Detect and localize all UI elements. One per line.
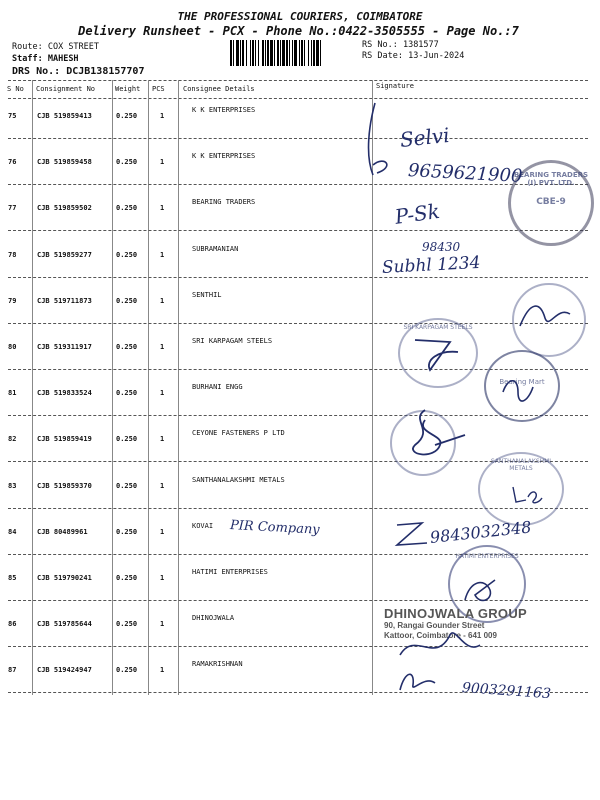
row-consignee: RAMAKRISHNAN	[192, 660, 243, 669]
row-consignee: SENTHIL	[192, 290, 222, 299]
row-consignment-no: CJB 519859502	[37, 204, 92, 213]
dhinojwala-stamp-line1: 90, Rangai Gounder Street	[384, 621, 485, 630]
row-consignment-no: CJB 519311917	[37, 343, 92, 351]
rs-no-label: RS No.:	[362, 40, 398, 50]
row-consignment-no: CJB 519711873	[37, 296, 92, 305]
row-consignee: DHINOJWALA	[192, 614, 235, 623]
row-divider	[8, 138, 588, 139]
signature-80	[410, 330, 470, 380]
row-weight: 0.250	[116, 574, 138, 582]
row-sno: 77	[8, 204, 17, 213]
row-divider	[8, 323, 588, 324]
row-sno: 84	[8, 527, 17, 536]
col-sno: S No	[7, 85, 24, 93]
row-weight: 0.250	[116, 481, 138, 490]
row-pcs: 1	[160, 158, 165, 167]
drs-value: DCJB138157707	[66, 66, 145, 77]
col-consignment: Consignment No	[36, 85, 96, 93]
row-sno: 87	[8, 666, 17, 675]
row-sno: 80	[8, 343, 17, 351]
hatimi-stamp-text: HATIMI ENTERPRISES	[455, 553, 519, 560]
row-pcs: 1	[160, 574, 165, 582]
rs-no-field	[362, 40, 439, 50]
row-consignment-no: CJB 519859458	[37, 158, 92, 167]
row-pcs: 1	[160, 481, 165, 490]
row-pcs: 1	[160, 666, 165, 675]
row-divider	[8, 646, 588, 647]
row-weight: 0.250	[116, 435, 138, 444]
row-weight: 0.250	[116, 296, 138, 305]
route-value: COX STREET	[47, 42, 100, 52]
row-consignee: HATIMI ENTERPRISES	[192, 568, 268, 576]
row-weight: 0.250	[116, 527, 138, 536]
drs-label: DRS No.:	[12, 66, 61, 77]
signature-84-mark	[392, 515, 432, 555]
signature-81	[498, 372, 538, 412]
row-pcs: 1	[160, 435, 165, 444]
col-consignee: Consignee Details	[183, 85, 255, 93]
row-consignment-no: CJB 519859419	[37, 435, 92, 444]
row-consignment-no: CJB 519785644	[37, 620, 92, 629]
row-consignee: K K ENTERPRISES	[192, 152, 256, 161]
rs-date-value: 13-Jun-2024	[408, 51, 465, 61]
col-pcs: PCS	[152, 85, 165, 93]
row-pcs: 1	[160, 620, 165, 629]
staff-field	[12, 54, 79, 64]
row-consignment-no: CJB 519859370	[37, 481, 92, 490]
row-sno: 81	[8, 389, 17, 398]
row-consignee: BURHANI ENGG	[192, 383, 243, 392]
header-bottom-rule	[8, 98, 588, 99]
row-consignee: BEARING TRADERS	[192, 198, 256, 207]
row-pcs: 1	[160, 204, 165, 213]
signature-83	[508, 482, 548, 507]
row-weight: 0.250	[116, 620, 138, 629]
row-consignee: CEYONE FASTENERS P LTD	[192, 429, 285, 438]
row-consignment-no: CJB 519859277	[37, 250, 92, 259]
row-weight: 0.250	[116, 666, 138, 675]
kovai-note: PIR Company	[229, 518, 320, 538]
company-title: THE PROFESSIONAL COURIERS, COIMBATORE	[177, 10, 423, 23]
bearing-traders-stamp-text: BEARING TRADERS (I) PVT. LTD.	[513, 171, 589, 187]
row-sno: 79	[8, 296, 17, 305]
signature-78-top: 98430	[422, 240, 461, 254]
sri-karpagam-stamp-text: SRI KARPAGAM STEELS	[403, 324, 473, 331]
row-consignment-no: CJB 80489961	[37, 527, 88, 536]
row-pcs: 1	[160, 296, 165, 305]
signature-76-phone: 9659621900	[407, 160, 523, 187]
row-pcs: 1	[160, 250, 165, 259]
signature-87-phone: 9003291163	[461, 680, 552, 703]
runsheet-title-text: Delivery Runsheet - PCX - Phone No.:0422-3505555 - Page No.:7	[78, 24, 519, 38]
column-divider	[148, 80, 149, 695]
row-sno: 85	[8, 574, 17, 582]
row-sno: 82	[8, 435, 17, 444]
dhinojwala-stamp-name: DHINOJWALA GROUP	[384, 606, 527, 621]
column-divider	[112, 80, 113, 695]
column-divider	[178, 80, 179, 695]
barcode-bar	[321, 40, 323, 66]
row-consignment-no: CJB 519790241	[37, 574, 92, 582]
signature-87-mark	[395, 665, 445, 695]
row-divider	[8, 230, 588, 231]
row-pcs: 1	[160, 389, 165, 398]
row-pcs: 1	[160, 527, 165, 536]
rs-date-field	[362, 51, 464, 61]
barcode	[230, 40, 354, 66]
dhinojwala-stamp-line2: Kattoor, Coimbatore - 641 009	[384, 631, 497, 640]
route-label: Route:	[12, 42, 43, 52]
column-divider	[32, 80, 33, 695]
row-consignment-no: CJB 519424947	[37, 666, 92, 675]
col-weight: Weight	[115, 85, 141, 93]
row-weight: 0.250	[116, 250, 138, 259]
row-divider	[8, 277, 588, 278]
row-consignee: SUBRAMANIAN	[192, 244, 239, 253]
row-pcs: 1	[160, 112, 165, 120]
staff-value: MAHESH	[47, 54, 79, 64]
row-weight: 0.250	[116, 389, 138, 398]
col-signature: Signature	[376, 82, 414, 90]
row-consignee: SANTHANALAKSHMI METALS	[192, 475, 285, 484]
runsheet-title	[0, 24, 600, 38]
signature-82	[395, 405, 475, 465]
bearing-traders-stamp-city: CBE-9	[536, 197, 566, 207]
row-weight: 0.250	[116, 343, 138, 351]
signature-85	[455, 570, 505, 610]
santhanalakshmi-stamp-text: SANTHANALAKSHMI METALS	[490, 458, 552, 472]
row-pcs: 1	[160, 343, 165, 351]
signature-76-name: Selvi	[398, 122, 451, 152]
signature-78: Subhl 1234	[381, 252, 481, 278]
row-weight: 0.250	[116, 112, 138, 120]
bearing-mart-stamp-text: Bearing Mart	[499, 378, 545, 386]
row-consignment-no: CJB 519833524	[37, 389, 92, 398]
rs-no-value: 1381577	[402, 40, 439, 50]
row-weight: 0.250	[116, 158, 138, 167]
row-consignee: K K ENTERPRISES	[192, 106, 256, 114]
row-sno: 75	[8, 112, 17, 120]
row-consignee: SRI KARPAGAM STEELS	[192, 337, 273, 345]
row-sno: 78	[8, 250, 17, 259]
signature-77: P-Sk	[393, 198, 442, 229]
row-sno: 83	[8, 481, 17, 490]
row-weight: 0.250	[116, 204, 138, 213]
drs-field	[12, 66, 144, 77]
staff-label: Staff:	[12, 54, 43, 64]
route-field	[12, 42, 99, 52]
row-sno: 86	[8, 620, 17, 629]
row-consignment-no: CJB 519859413	[37, 112, 92, 120]
signature-79	[515, 296, 575, 336]
row-consignee: KOVAI	[192, 521, 214, 530]
header-top-rule	[8, 80, 588, 81]
signature-84-phone: 9843032348	[429, 517, 533, 547]
row-sno: 76	[8, 158, 17, 167]
rs-date-label: RS Date:	[362, 51, 403, 61]
